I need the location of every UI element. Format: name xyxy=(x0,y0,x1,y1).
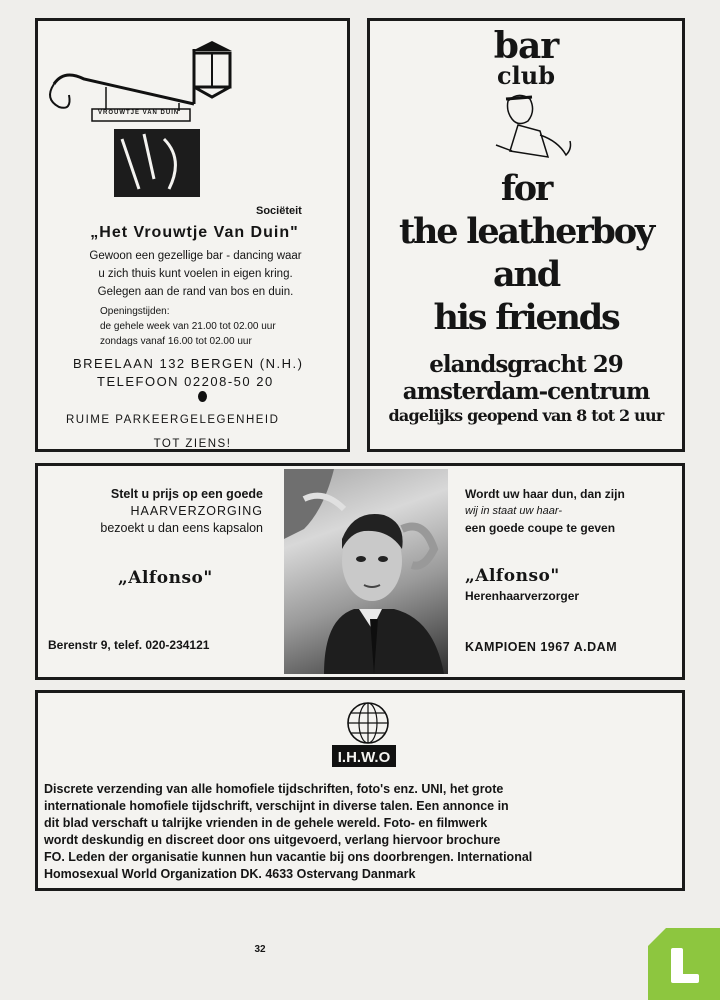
ad-kapsalon-alfonso xyxy=(35,463,685,680)
badge-mark xyxy=(671,974,699,983)
headline xyxy=(370,167,682,339)
goodbye-line: TOT ZIENS! xyxy=(153,438,232,450)
left-text xyxy=(38,486,263,537)
text-line: wordt deskundig en discreet door ons uitgevoerd, verlang hiervoor brochure xyxy=(44,833,501,847)
text-line: Discrete verzending van alle homofiele tijdschriften, foto's enz. UNI, het grote xyxy=(44,782,504,796)
text-line: Wordt uw haar dun, dan zijn xyxy=(465,487,625,501)
headline-line: and xyxy=(493,254,559,295)
text-line: HAARVERZORGING xyxy=(130,504,263,518)
club-name: „Het Vrouwtje Van Duin" xyxy=(90,224,299,241)
bar-hours: dagelijks geopend van 8 tot 2 uur xyxy=(388,406,664,425)
page-number: 32 xyxy=(254,944,266,955)
club-address xyxy=(73,355,303,391)
opening-hours xyxy=(100,304,276,349)
text-line: wij in staat uw haar- xyxy=(465,505,563,517)
desc-line: Gelegen aan de rand van bos en duin. xyxy=(97,286,294,298)
right-text xyxy=(465,486,680,537)
societeit-label: Sociëteit xyxy=(256,205,302,217)
club-description xyxy=(48,247,343,301)
text-line: FO. Leden der organisatie kunnen hun vacantie bij ons doorbrengen. International xyxy=(44,850,533,864)
text-line: een goede coupe te geven xyxy=(465,521,616,535)
desc-line: u zich thuis kunt voelen in eigen kring. xyxy=(98,268,293,280)
portrait-figure xyxy=(284,469,448,674)
desc-line: Gewoon een gezellige bar - dancing waar xyxy=(89,250,302,262)
ad-leather-bar xyxy=(367,18,685,452)
right-subtitle: Herenhaarverzorger xyxy=(465,589,580,603)
sign-text: VROUWTJE VAN DUIN xyxy=(98,110,180,116)
hours-line: zondags vanaf 16.00 tot 02.00 uur xyxy=(100,336,252,347)
hours-line: Openingstijden: xyxy=(100,306,170,317)
bar-address xyxy=(370,351,682,405)
left-address: Berenstr 9, telef. 020-234121 xyxy=(48,638,210,652)
text-line: bezoekt u dan eens kapsalon xyxy=(100,521,263,535)
logo-text: I.H.W.O xyxy=(337,749,391,766)
corner-badge xyxy=(648,928,720,1000)
ihwo-description xyxy=(44,781,680,883)
left-salon-name: „Alfonso" xyxy=(118,568,213,588)
leatherboy-sketch xyxy=(488,91,578,163)
address-line: BREELAAN 132 BERGEN (N.H.) xyxy=(73,356,304,371)
text-line: Stelt u prijs op een goede xyxy=(110,487,263,501)
text-line: Homosexual World Organization DK. 4633 Ostervang Danmark xyxy=(44,867,416,881)
parking-line: RUIME PARKEERGELEGENHEID xyxy=(66,414,280,426)
text-line: internationale homofiele tijdschrift, verschijnt in diverse talen. Een annonce in xyxy=(44,799,509,813)
right-salon-name: „Alfonso" xyxy=(465,566,560,586)
corner-fold xyxy=(648,928,666,946)
text-line: dit blad verschaft u talrijke vrienden in de gehele wereld. Foto- en filmwerk xyxy=(44,816,488,830)
ad-vrouwtje-van-duin xyxy=(35,18,350,452)
address-line: amsterdam-centrum xyxy=(402,378,650,405)
kampioen-line: KAMPIOEN 1967 A.DAM xyxy=(465,640,618,654)
portrait-photo xyxy=(284,469,448,674)
headline-line: his friends xyxy=(433,297,619,338)
headline-line: for xyxy=(500,168,552,209)
ihwo-globe-logo xyxy=(328,699,400,779)
phone-line: TELEFOON 02208-50 20 xyxy=(97,374,274,389)
hours-line: de gehele week van 21.00 tot 02.00 uur xyxy=(100,321,276,332)
ad-ihwo xyxy=(35,690,685,891)
headline-line: the leatherboy xyxy=(399,211,653,252)
lantern-sign-illustration xyxy=(44,29,274,204)
drop-ornament xyxy=(198,391,207,402)
address-line: elandsgracht 29 xyxy=(429,351,623,378)
bar-title: bar xyxy=(493,25,559,67)
club-title: club xyxy=(497,61,555,90)
